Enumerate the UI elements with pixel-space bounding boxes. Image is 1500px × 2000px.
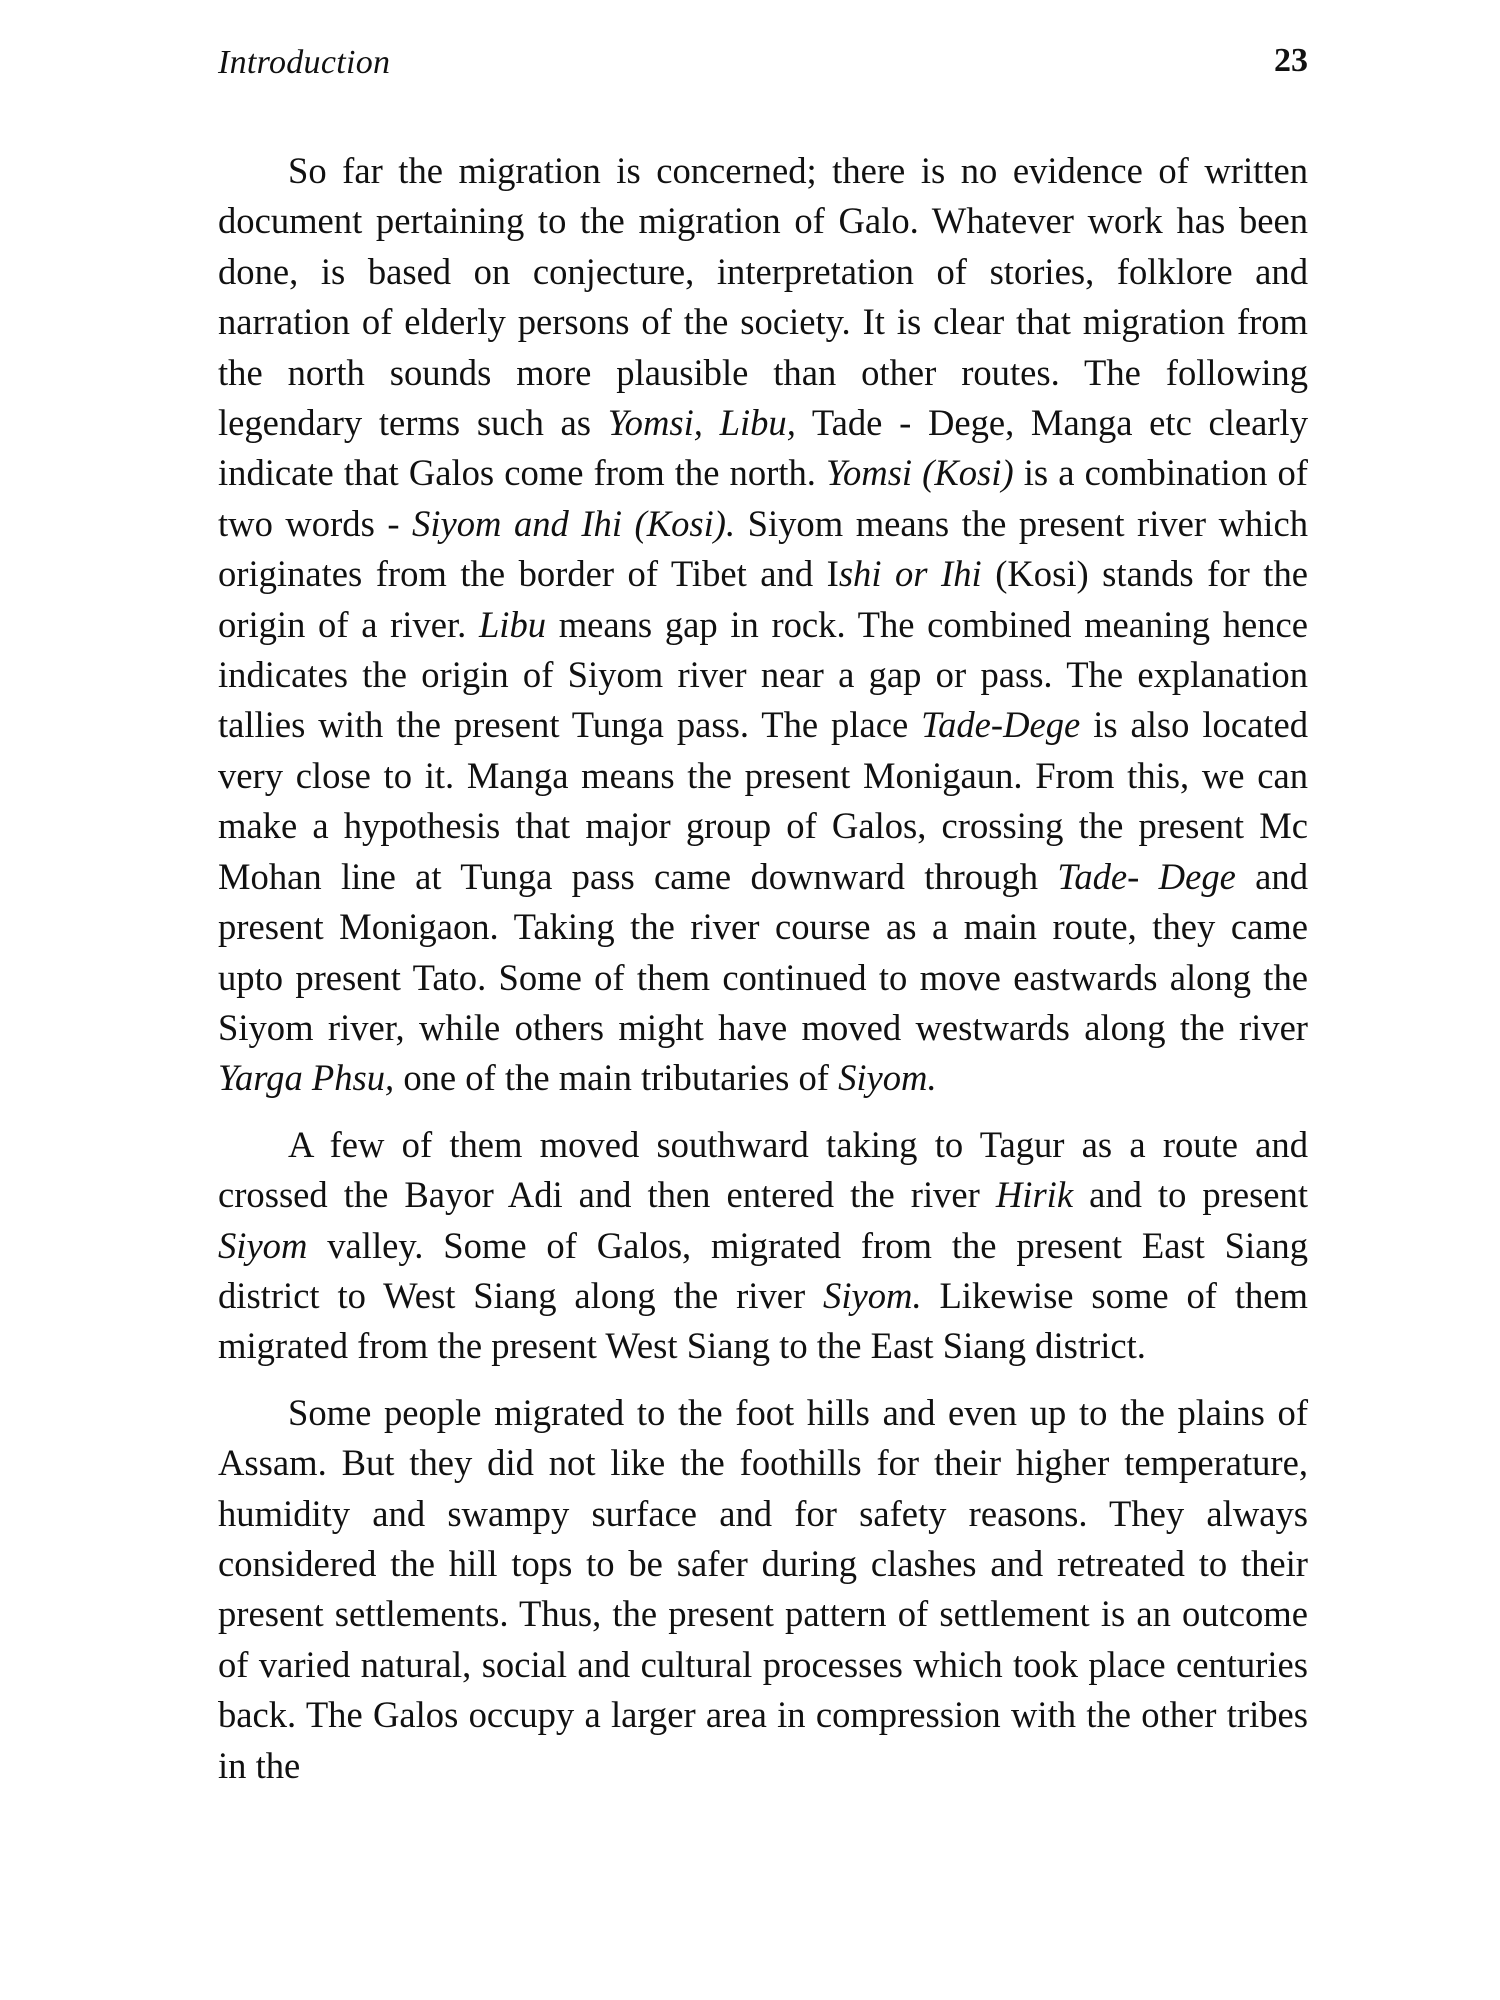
text-run: and present Monigaon. Taking the river course as a main route, they came upto present Tato. Some of them continued to move eastwards along the Siyom river, while others might have moved westwards along the river bbox=[218, 855, 1308, 1048]
paragraph-1 bbox=[218, 146, 1308, 1104]
italic-term: Tade- Dege bbox=[1057, 855, 1236, 897]
italic-term: Yomsi, Libu, bbox=[607, 402, 796, 444]
italic-term: shi or Ihi bbox=[838, 553, 982, 595]
text-run: So far the migration is concerned; there is no evidence of written document pertaining to the migration of Galo. Whatever work has been done, is based on conjecture, interpretation of stories, folklore and narration of elderly persons of the society. It is clear that migration from the north sounds more plausible than other routes. The following legendary terms such as bbox=[218, 150, 1308, 444]
italic-term: Siyom bbox=[218, 1224, 308, 1266]
paragraph-3 bbox=[218, 1388, 1308, 1791]
text-run: is also located very close to it. Manga means the present Monigaun. From this, we can make a hypothesis that major group of Galos, crossing the present Mc Mohan line at Tunga pass came downward through bbox=[218, 704, 1308, 897]
italic-term: Tade-Dege bbox=[921, 704, 1081, 746]
italic-term: Siyom and Ihi (Kosi). bbox=[412, 502, 736, 544]
italic-term: Siyom. bbox=[838, 1057, 937, 1099]
body-text bbox=[218, 146, 1308, 1807]
running-head: Introduction bbox=[218, 44, 391, 81]
paragraph-2 bbox=[218, 1120, 1308, 1372]
text-run: A few of them moved southward taking to Tagur as a route and crossed the Bayor Adi and then entered the river bbox=[218, 1123, 1308, 1216]
italic-term: Yarga Phsu, bbox=[218, 1057, 395, 1099]
text-run: Some people migrated to the foot hills and even up to the plains of Assam. But they did not like the foothills for their higher temperature, humidity and swampy surface and for safety reasons. They always considered the hill tops to be safer during clashes and retreated to their present settlements. Thus, the present pattern of settlement is an outcome of varied natural, social and cultural processes which took place centuries back. The Galos occupy a larger area in compression with the other tribes in the bbox=[218, 1391, 1308, 1786]
italic-term: Siyom. bbox=[823, 1274, 922, 1316]
text-run: Tade - Dege, Manga etc clearly indicate that Galos come from the north. bbox=[218, 402, 1308, 494]
italic-term: Libu bbox=[478, 603, 547, 645]
text-run: means gap in rock. The combined meaning hence indicates the origin of Siyom river near a gap or pass. The explanation tallies with the present Tunga pass. The place bbox=[218, 603, 1308, 746]
text-run: is a combination of two words - bbox=[218, 452, 1308, 544]
text-run: (Kosi) stands for the origin of a river. bbox=[218, 553, 1308, 645]
text-run: valley. Some of Galos, migrated from the present East Siang district to West Siang along the river bbox=[218, 1224, 1308, 1316]
italic-term: Yomsi (Kosi) bbox=[826, 452, 1014, 494]
text-run: one of the main tributaries of bbox=[394, 1057, 839, 1099]
text-run: and to present bbox=[1073, 1174, 1308, 1216]
text-run: Siyom means the present river which originates from the border of Tibet and I bbox=[218, 502, 1308, 595]
text-run: Likewise some of them migrated from the present West Siang to the East Siang district. bbox=[218, 1274, 1308, 1367]
page-number: 23 bbox=[1274, 42, 1308, 79]
italic-term: Hirik bbox=[995, 1174, 1074, 1216]
